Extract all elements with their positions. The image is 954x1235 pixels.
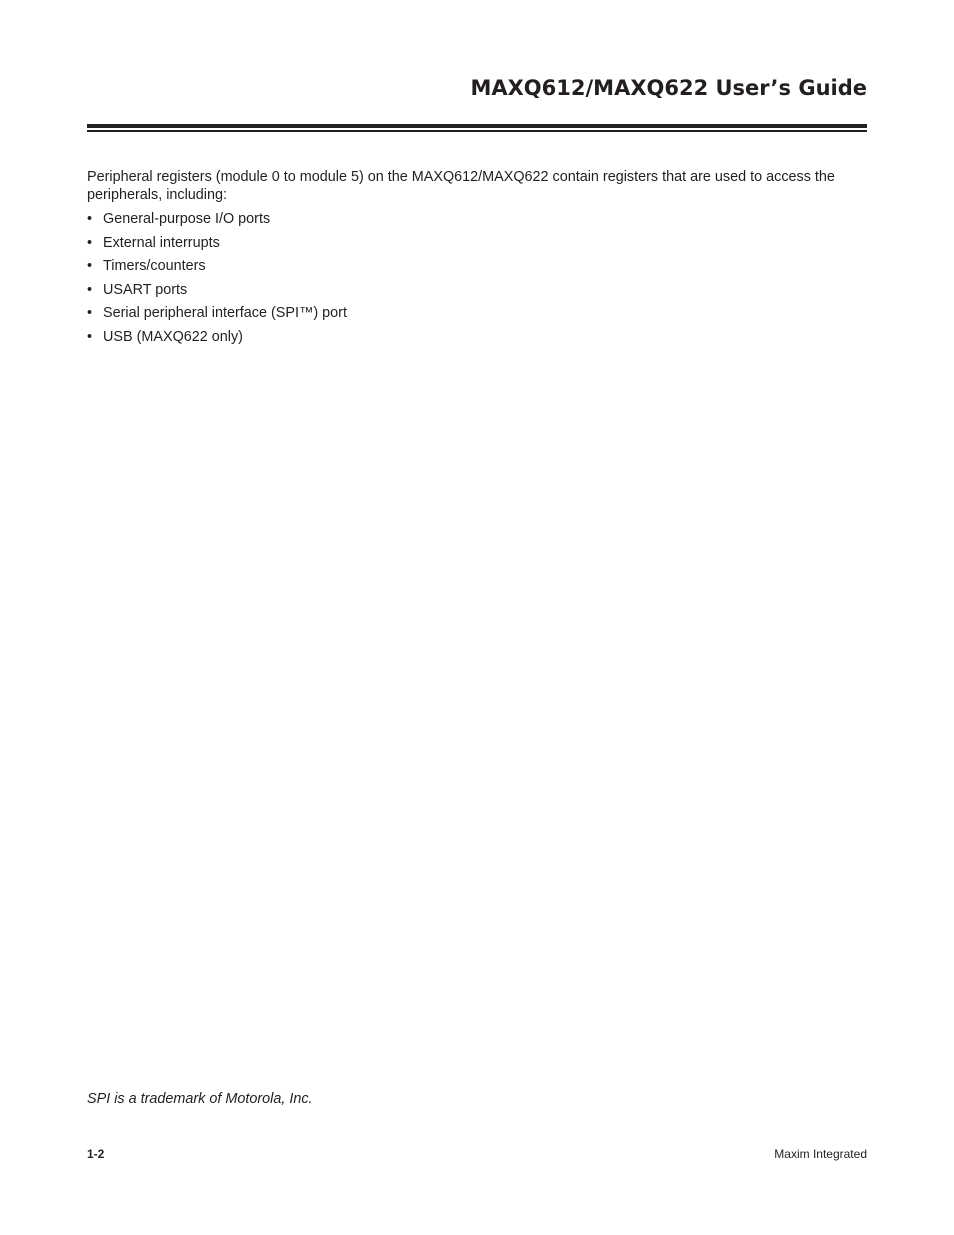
list-item [87, 304, 347, 328]
list-item-label: General-purpose I/O ports [103, 211, 271, 227]
bullet-icon: • [87, 328, 93, 345]
list-item [87, 257, 347, 281]
page-number: 1-2 [87, 1147, 105, 1161]
list-item [87, 281, 347, 305]
list-item-label: USART ports [103, 281, 188, 298]
intro-paragraph: Peripheral registers (module 0 to module 5) on the MAXQ612/MAXQ622 contain registers that are used to access the peripherals, including: [87, 169, 835, 203]
list-item-label: External interrupts [103, 234, 220, 251]
trademark-footnote: SPI is a trademark of Motorola, Inc. [87, 1091, 313, 1107]
page-title: MAXQ612/MAXQ622 User’s Guide [470, 76, 867, 100]
bullet-icon: • [87, 258, 93, 275]
company-name: Maxim Integrated [774, 1147, 867, 1161]
header-rule-thick [87, 124, 867, 128]
bullet-icon: • [87, 234, 93, 251]
bullet-icon: • [87, 281, 93, 298]
list-item [87, 234, 347, 258]
header-rule-thin [87, 130, 867, 132]
list-item-label: Timers/counters [103, 258, 206, 275]
list-item-label: USB (MAXQ622 only) [103, 328, 243, 345]
list-item [87, 328, 347, 352]
peripheral-list [87, 210, 347, 352]
list-item [87, 210, 347, 234]
bullet-icon: • [87, 211, 93, 227]
bullet-icon: • [87, 305, 93, 322]
list-item-label: Serial peripheral interface (SPI™) port [103, 305, 347, 322]
